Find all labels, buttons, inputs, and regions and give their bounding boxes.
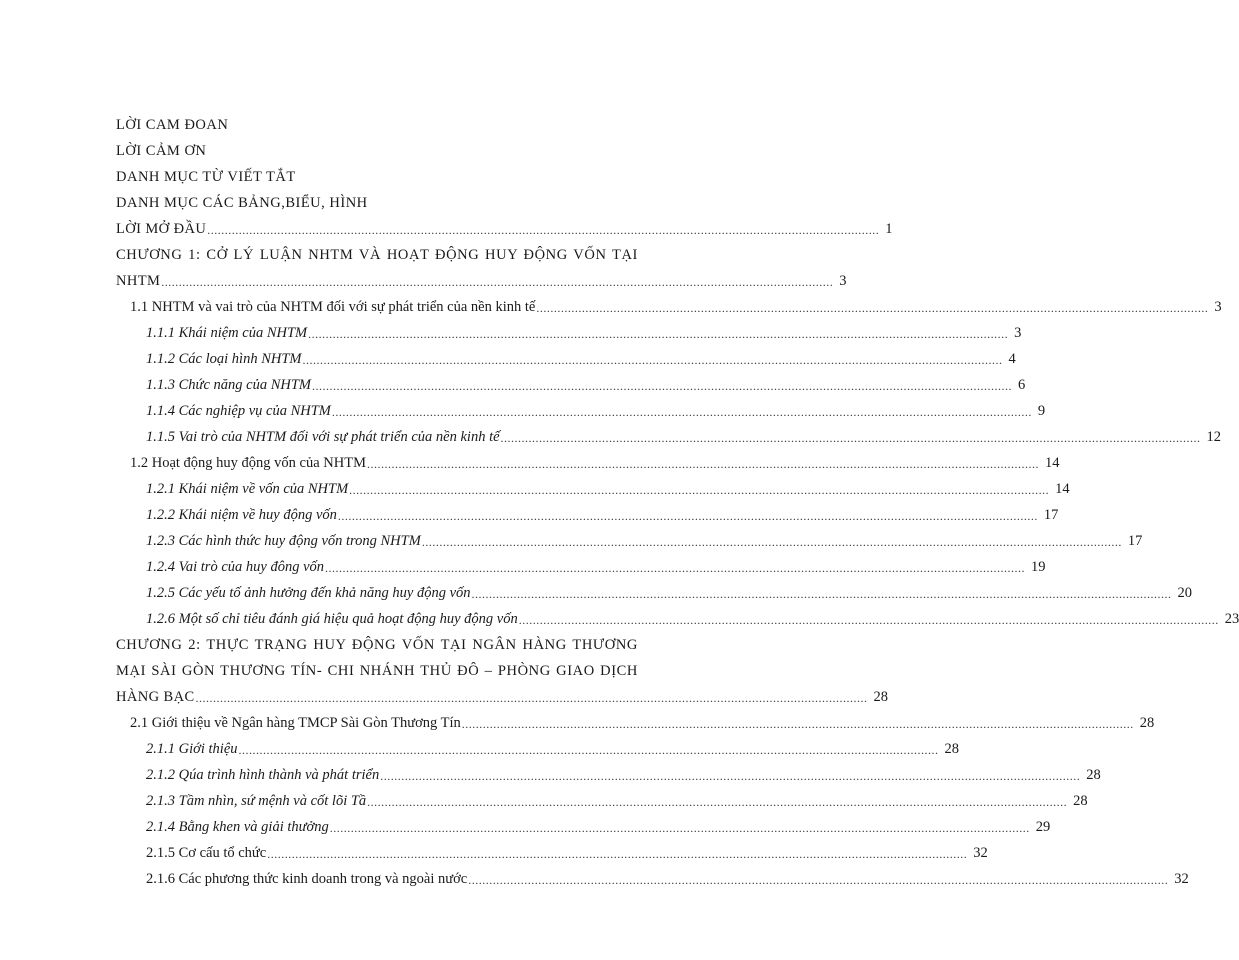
leader-dots: ................................................................................................................................................................................................	[461, 717, 1134, 731]
leader-dots: ........................................................................................................................................................................................................	[380, 769, 1081, 783]
toc-subsection-item	[0, 550, 1046, 576]
toc-subsection-item	[0, 784, 1088, 810]
toc-entry-text: LỜI CẢM ƠN	[116, 143, 207, 159]
toc-page-number: 28	[873, 689, 889, 705]
toc-front-item	[0, 108, 700, 134]
leader-dots: ........................................................................................................................................................................................................	[325, 561, 1026, 575]
toc-entry-text: LỜI CAM ĐOAN	[116, 117, 229, 133]
toc-chapter2-heading-line2	[0, 654, 700, 680]
toc-section-2-1	[0, 706, 1155, 732]
toc-section-1-2	[0, 446, 1060, 472]
toc-page-number: 28	[944, 741, 960, 757]
toc-entry-text: 1.1.1 Khái niệm của NHTM	[146, 325, 308, 341]
leader-dots: ........................................................................................................................................................................................................	[349, 483, 1050, 497]
leader-dots: ........................................................................................................................................................................................................	[302, 353, 1003, 367]
toc-page-number: 17	[1043, 507, 1059, 523]
toc-section-1-1	[0, 290, 1222, 316]
toc-page-number: 14	[1055, 481, 1070, 497]
toc-entry-text: 2.1.1 Giới thiệu	[146, 741, 238, 757]
toc-page-number: 3	[1014, 325, 1022, 341]
toc-page-number: 12	[1206, 429, 1222, 445]
leader-dots: ................................................................................................................................................................................................	[195, 691, 868, 705]
leader-dots: ........................................................................................................................................................................................................	[312, 379, 1012, 393]
toc-intro	[0, 212, 893, 238]
toc-entry-text: LỜI MỞ ĐẦU	[116, 221, 207, 237]
toc-entry-text: 1.2.5 Các yếu tố ảnh hưởng đến khả năng huy động vốn	[146, 585, 471, 601]
toc-subsection-item	[0, 472, 1070, 498]
toc-subsection-item	[0, 810, 1051, 836]
toc-front-item	[0, 186, 700, 212]
toc-subsection-item	[0, 498, 1059, 524]
toc-subsection-item	[0, 316, 1022, 342]
toc-entry-text: 1.2 Hoạt động huy động vốn của NHTM	[130, 455, 367, 471]
leader-dots: ........................................................................................................................................................................................................	[329, 821, 1030, 835]
toc-page-number: 23	[1224, 611, 1239, 627]
toc-front-item	[0, 134, 700, 160]
leader-dots: ........................................................................................................................................................................................................	[337, 509, 1038, 523]
toc-page-number: 28	[1139, 715, 1155, 731]
toc-entry-text: 1.2.4 Vai trò của huy đông vốn	[146, 559, 325, 575]
toc-page-number: 4	[1008, 351, 1016, 367]
leader-dots: ........................................................................................................................................................................................................	[518, 613, 1219, 627]
toc-entry-text: CHƯƠNG 1: CỞ LÝ LUẬN NHTM VÀ HOẠT ĐỘNG HUY ĐỘNG VỐN TẠI	[116, 247, 638, 263]
leader-dots: ........................................................................................................................................................................................................	[331, 405, 1032, 419]
toc-chapter1-tail	[0, 264, 847, 290]
toc-page-number: 17	[1127, 533, 1143, 549]
toc-chapter2-tail	[0, 680, 889, 706]
toc-chapter2-heading-line1	[0, 628, 700, 654]
toc-page-number: 20	[1177, 585, 1193, 601]
leader-dots: ........................................................................................................................................................................................................	[471, 587, 1172, 601]
toc-page-number: 14	[1045, 455, 1060, 471]
toc-page-number: 28	[1086, 767, 1101, 783]
toc-page-number: 19	[1031, 559, 1046, 575]
toc-page-number: 29	[1035, 819, 1051, 835]
leader-dots: ........................................................................................................................................................................................................	[267, 847, 968, 861]
table-of-contents	[0, 108, 1239, 888]
toc-entry-text: 1.1.5 Vai trò của NHTM đối với sự phát triển của nền kinh tế	[146, 429, 500, 445]
toc-page-number: 32	[973, 845, 988, 861]
toc-entry-text: 2.1.4 Bằng khen và giải thưởng	[146, 819, 329, 835]
toc-entry-text: MẠI SÀI GÒN THƯƠNG TÍN- CHI NHÁNH THỦ ĐÔ – PHÒNG GIAO DỊCH	[116, 663, 638, 679]
leader-dots: ................................................................................................................................................................................................	[367, 457, 1040, 471]
toc-subsection-list	[0, 732, 1189, 888]
toc-entry-text: DANH MỤC TỪ VIẾT TẮT	[116, 169, 296, 185]
leader-dots: ........................................................................................................................................................................................................	[367, 795, 1068, 809]
toc-entry-text: 1.1.2 Các loại hình NHTM	[146, 351, 302, 367]
leader-dots: ........................................................................................................................................................................................................	[238, 743, 939, 757]
toc-subsection-item	[0, 342, 1016, 368]
leader-dots: ................................................................................................................................................................................................	[161, 275, 834, 289]
toc-subsection-item	[0, 368, 1026, 394]
toc-entry-text: 2.1.6 Các phương thức kinh doanh trong và ngoài nước	[146, 871, 468, 887]
toc-subsection-item	[0, 732, 960, 758]
toc-front-item	[0, 160, 700, 186]
toc-entry-text: 2.1.3 Tầm nhìn, sứ mệnh và cốt lõi Tầ	[146, 793, 367, 809]
toc-entry-text: 2.1.5 Cơ cấu tổ chức	[146, 845, 267, 861]
toc-subsection-item	[0, 836, 988, 862]
toc-entry-text: 1.1.3 Chức năng của NHTM	[146, 377, 311, 393]
toc-page-number: 3	[839, 273, 847, 289]
toc-subsection-list	[0, 472, 1239, 628]
toc-entry-text: 2.1 Giới thiệu về Ngân hàng TMCP Sài Gòn Thương Tín	[130, 715, 461, 731]
toc-page-number: 6	[1018, 377, 1026, 393]
toc-entry-text: 2.1.2 Qúa trình hình thành và phát triển	[146, 767, 380, 783]
toc-entry-text: 1.2.6 Một số chỉ tiêu đánh giá hiệu quả hoạt động huy động vốn	[146, 611, 518, 627]
toc-page-number: 1	[885, 221, 893, 237]
toc-subsection-list	[0, 316, 1222, 446]
toc-entry-text: 1.2.2 Khái niệm về huy động vốn	[146, 507, 337, 523]
toc-subsection-item	[0, 602, 1239, 628]
toc-page-number: 32	[1174, 871, 1189, 887]
toc-page-number: 28	[1073, 793, 1088, 809]
toc-entry-text: HÀNG BẠC	[116, 689, 195, 705]
toc-page-number: 3	[1214, 299, 1222, 315]
toc-entry-text: 1.2.1 Khái niệm về vốn của NHTM	[146, 481, 349, 497]
toc-subsection-item	[0, 758, 1101, 784]
leader-dots: ........................................................................................................................................................................................................	[468, 873, 1169, 887]
toc-entry-text: NHTM	[116, 273, 161, 289]
toc-subsection-item	[0, 524, 1143, 550]
leader-dots: ........................................................................................................................................................................................................	[421, 535, 1122, 549]
toc-entry-text: CHƯƠNG 2: THỰC TRẠNG HUY ĐỘNG VỐN TẠI NGÂN HÀNG THƯƠNG	[116, 637, 638, 653]
toc-chapter1-heading	[0, 238, 700, 264]
toc-subsection-item	[0, 394, 1046, 420]
toc-page-number: 9	[1037, 403, 1046, 419]
toc-subsection-item	[0, 420, 1222, 446]
toc-entry-text: 1.1 NHTM và vai trò của NHTM đối với sự phát triển của nền kinh tế	[130, 299, 536, 315]
toc-entry-text: 1.2.3 Các hình thức huy động vốn trong NHTM	[146, 533, 421, 549]
toc-entry-text: DANH MỤC CÁC BẢNG,BIỂU, HÌNH	[116, 195, 368, 211]
leader-dots: ........................................................................................................................................................................................................	[308, 327, 1009, 341]
leader-dots: ................................................................................................................................................................................................	[536, 301, 1209, 315]
toc-subsection-item	[0, 862, 1189, 888]
toc-entry-text: 1.1.4 Các nghiệp vụ của NHTM	[146, 403, 331, 419]
leader-dots: ........................................................................................................................................................................................................	[500, 431, 1201, 445]
toc-subsection-item	[0, 576, 1193, 602]
leader-dots: ................................................................................................................................................................................................	[207, 223, 880, 237]
